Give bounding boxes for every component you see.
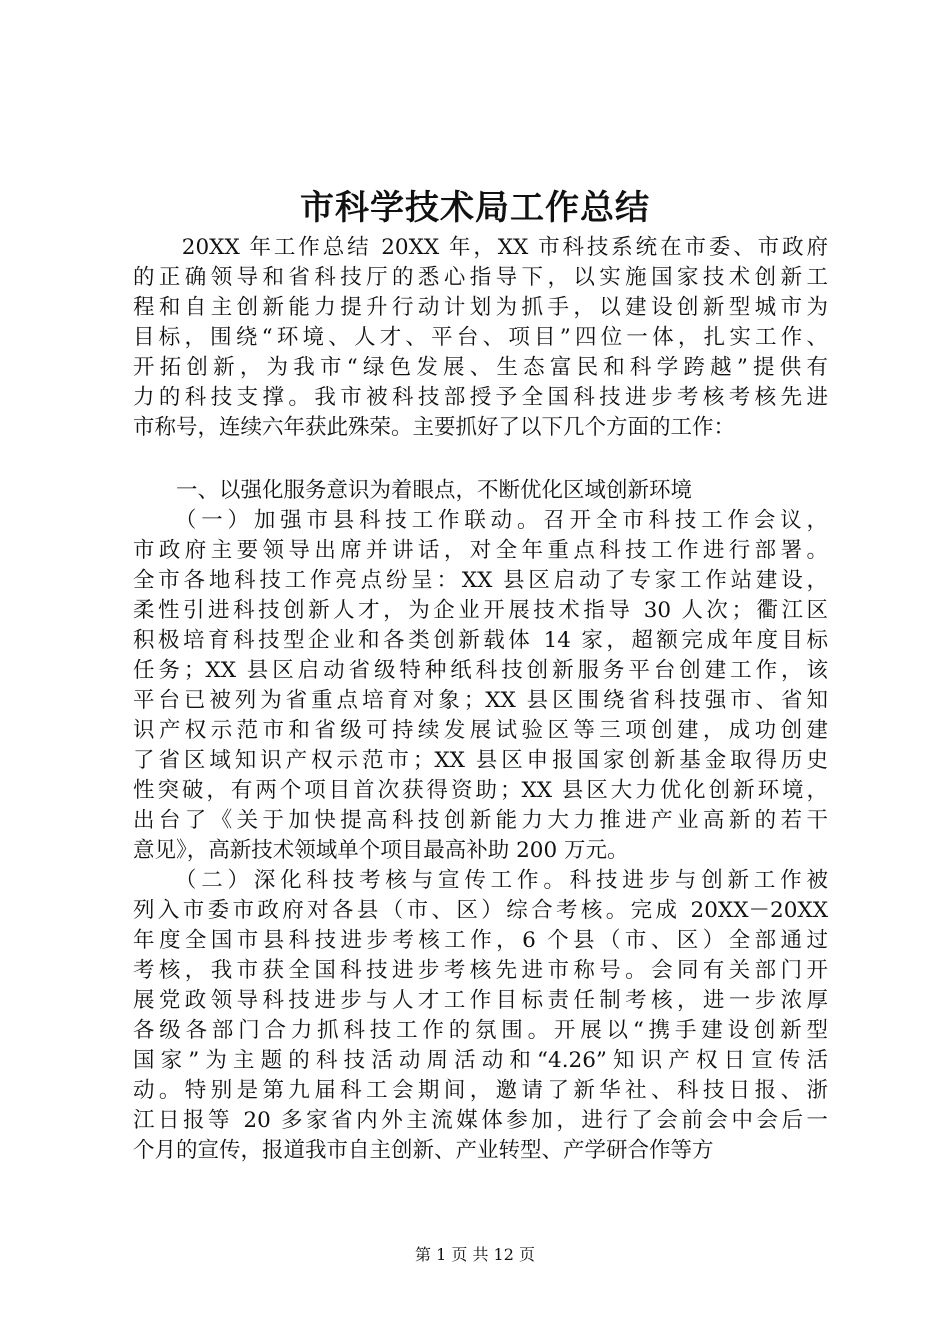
- text-line: 20XX 年工作总结 20XX 年，XX 市科技系统在市委、市政府: [133, 235, 828, 260]
- text-line: 年度全国市县科技进步考核工作，6 个县（市、区）全部通过: [133, 928, 828, 953]
- text-line: 市政府主要领导出席并讲话，对全年重点科技工作进行部署。: [133, 538, 828, 563]
- text-line: （二）深化科技考核与宣传工作。科技进步与创新工作被: [133, 868, 828, 893]
- text-line: 意见》，高新技术领域单个项目最高补助 200 万元。: [133, 838, 629, 863]
- text-line: 目标，围绕“环境、人才、平台、项目”四位一体，扎实工作、: [133, 325, 828, 350]
- text-line: 全市各地科技工作亮点纷呈：XX 县区启动了专家工作站建设，: [133, 568, 828, 593]
- text-line: 市称号，连续六年获此殊荣。主要抓好了以下几个方面的工作：: [133, 415, 736, 440]
- document-title: 市科学技术局工作总结: [300, 188, 650, 228]
- text-line: 性突破，有两个项目首次获得资助；XX 县区大力优化创新环境，: [133, 778, 828, 803]
- text-line: 力的科技支撑。我市被科技部授予全国科技进步考核考核先进: [133, 385, 828, 410]
- text-line: 的正确领导和省科技厅的悉心指导下，以实施国家技术创新工: [133, 265, 828, 290]
- text-line: 各级各部门合力抓科技工作的氛围。开展以“携手建设创新型: [133, 1018, 828, 1043]
- document-body: [133, 233, 828, 1166]
- text-line: 江日报等 20 多家省内外主流媒体参加，进行了会前会中会后一: [133, 1108, 828, 1133]
- text-line: 了省区域知识产权示范市；XX 县区申报国家创新基金取得历史: [133, 748, 828, 773]
- text-line: 列入市委市政府对各县（市、区）综合考核。完成 20XX－20XX: [133, 898, 828, 923]
- paragraph-gap: [133, 443, 828, 476]
- page-footer: 第 1 页 共 12 页: [415, 1245, 535, 1264]
- text-line: 程和自主创新能力提升行动计划为抓手，以建设创新型城市为: [133, 295, 828, 320]
- text-line: 柔性引进科技创新人才，为企业开展技术指导 30 人次；衢江区: [133, 598, 828, 623]
- text-line: 平台已被列为省重点培育对象；XX 县区围绕省科技强市、省知: [133, 688, 828, 713]
- text-line: 考核，我市获全国科技进步考核先进市称号。会同有关部门开: [133, 958, 828, 983]
- text-line: 任务；XX 县区启动省级特种纸科技创新服务平台创建工作，该: [133, 658, 828, 683]
- text-line: 一、以强化服务意识为着眼点，不断优化区域创新环境: [133, 478, 693, 503]
- text-line: 国家”为主题的科技活动周活动和“4.26”知识产权日宣传活: [133, 1048, 828, 1073]
- text-line: 个月的宣传，报道我市自主创新、产业转型、产学研合作等方: [133, 1138, 714, 1163]
- text-line: 识产权示范市和省级可持续发展试验区等三项创建，成功创建: [133, 718, 828, 743]
- text-line: （一）加强市县科技工作联动。召开全市科技工作会议，: [133, 508, 828, 533]
- text-line: 展党政领导科技进步与人才工作目标责任制考核，进一步浓厚: [133, 988, 828, 1013]
- text-line: 积极培育科技型企业和各类创新载体 14 家，超额完成年度目标: [133, 628, 828, 653]
- text-line: 动。特别是第九届科工会期间，邀请了新华社、科技日报、浙: [133, 1078, 828, 1103]
- text-line: 开拓创新，为我市“绿色发展、生态富民和科学跨越”提供有: [133, 355, 828, 380]
- text-line: 出台了《关于加快提高科技创新能力大力推进产业高新的若干: [133, 808, 828, 833]
